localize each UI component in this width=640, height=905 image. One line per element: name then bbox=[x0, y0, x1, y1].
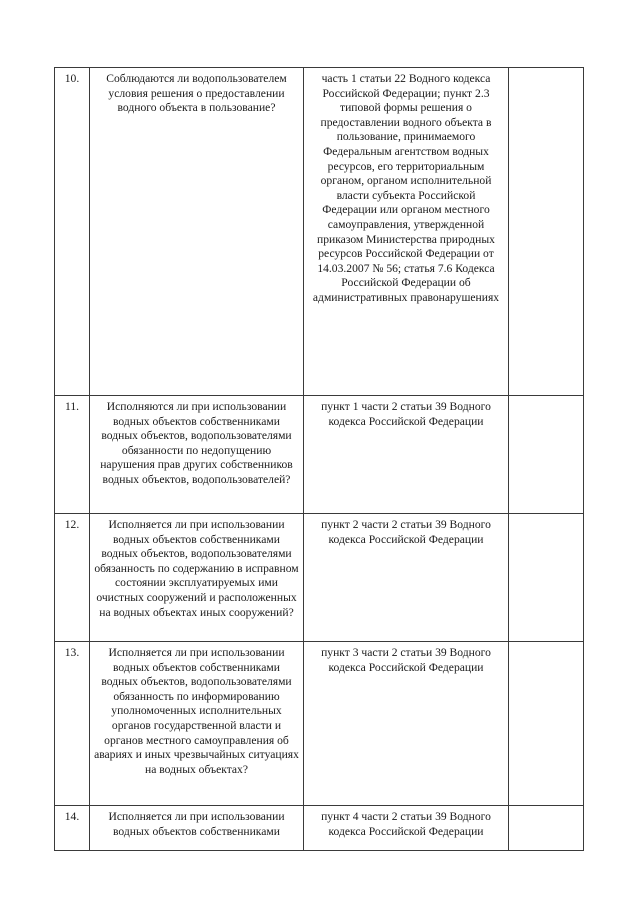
checklist-table bbox=[54, 67, 584, 851]
row-number: 12. bbox=[55, 514, 90, 642]
table-row bbox=[55, 514, 584, 642]
table-row bbox=[55, 806, 584, 851]
row-number: 10. bbox=[55, 68, 90, 396]
answer-cell bbox=[509, 514, 584, 642]
answer-cell bbox=[509, 68, 584, 396]
question-cell: Исполняется ли при использовании водных объектов собственниками bbox=[90, 806, 304, 851]
legal-reference-cell: пункт 2 части 2 статьи 39 Водного кодекса Российской Федерации bbox=[304, 514, 509, 642]
answer-cell bbox=[509, 806, 584, 851]
legal-reference-cell: пункт 1 части 2 статьи 39 Водного кодекса Российской Федерации bbox=[304, 396, 509, 514]
legal-reference-cell: пункт 4 части 2 статьи 39 Водного кодекса Российской Федерации bbox=[304, 806, 509, 851]
answer-cell bbox=[509, 642, 584, 806]
legal-reference-cell: пункт 3 части 2 статьи 39 Водного кодекса Российской Федерации bbox=[304, 642, 509, 806]
row-number: 14. bbox=[55, 806, 90, 851]
question-cell: Исполняется ли при использовании водных объектов собственниками водных объектов, водопользователями обязанность по содержанию в исправном состоянии эксплуатируемых ими очистных сооружений и расположенных на водных объектах иных сооружений? bbox=[90, 514, 304, 642]
table-row bbox=[55, 68, 584, 396]
table-row bbox=[55, 396, 584, 514]
table-row bbox=[55, 642, 584, 806]
row-number: 11. bbox=[55, 396, 90, 514]
legal-reference-cell: часть 1 статьи 22 Водного кодекса Российской Федерации; пункт 2.3 типовой формы решения о предоставлении водного объекта в пользование, принимаемого Федеральным агентством водных ресурсов, его территориальным органом, органом исполнительной власти субъекта Российской Федерации или органом местного самоуправления, утвержденной приказом Министерства природных ресурсов Российской Федерации от 14.03.2007 № 56; статья 7.6 Кодекса Российской Федерации об административных правонарушениях bbox=[304, 68, 509, 396]
question-cell: Исполняется ли при использовании водных объектов собственниками водных объектов, водопользователями обязанность по информированию уполномоченных исполнительных органов государственной власти и органов местного самоуправления об авариях и иных чрезвычайных ситуациях на водных объектах? bbox=[90, 642, 304, 806]
question-cell: Исполняются ли при использовании водных объектов собственниками водных объектов, водопользователями обязанности по недопущению нарушения прав других собственников водных объектов, водопользователей? bbox=[90, 396, 304, 514]
answer-cell bbox=[509, 396, 584, 514]
question-cell: Соблюдаются ли водопользователем условия решения о предоставлении водного объекта в пользование? bbox=[90, 68, 304, 396]
row-number: 13. bbox=[55, 642, 90, 806]
